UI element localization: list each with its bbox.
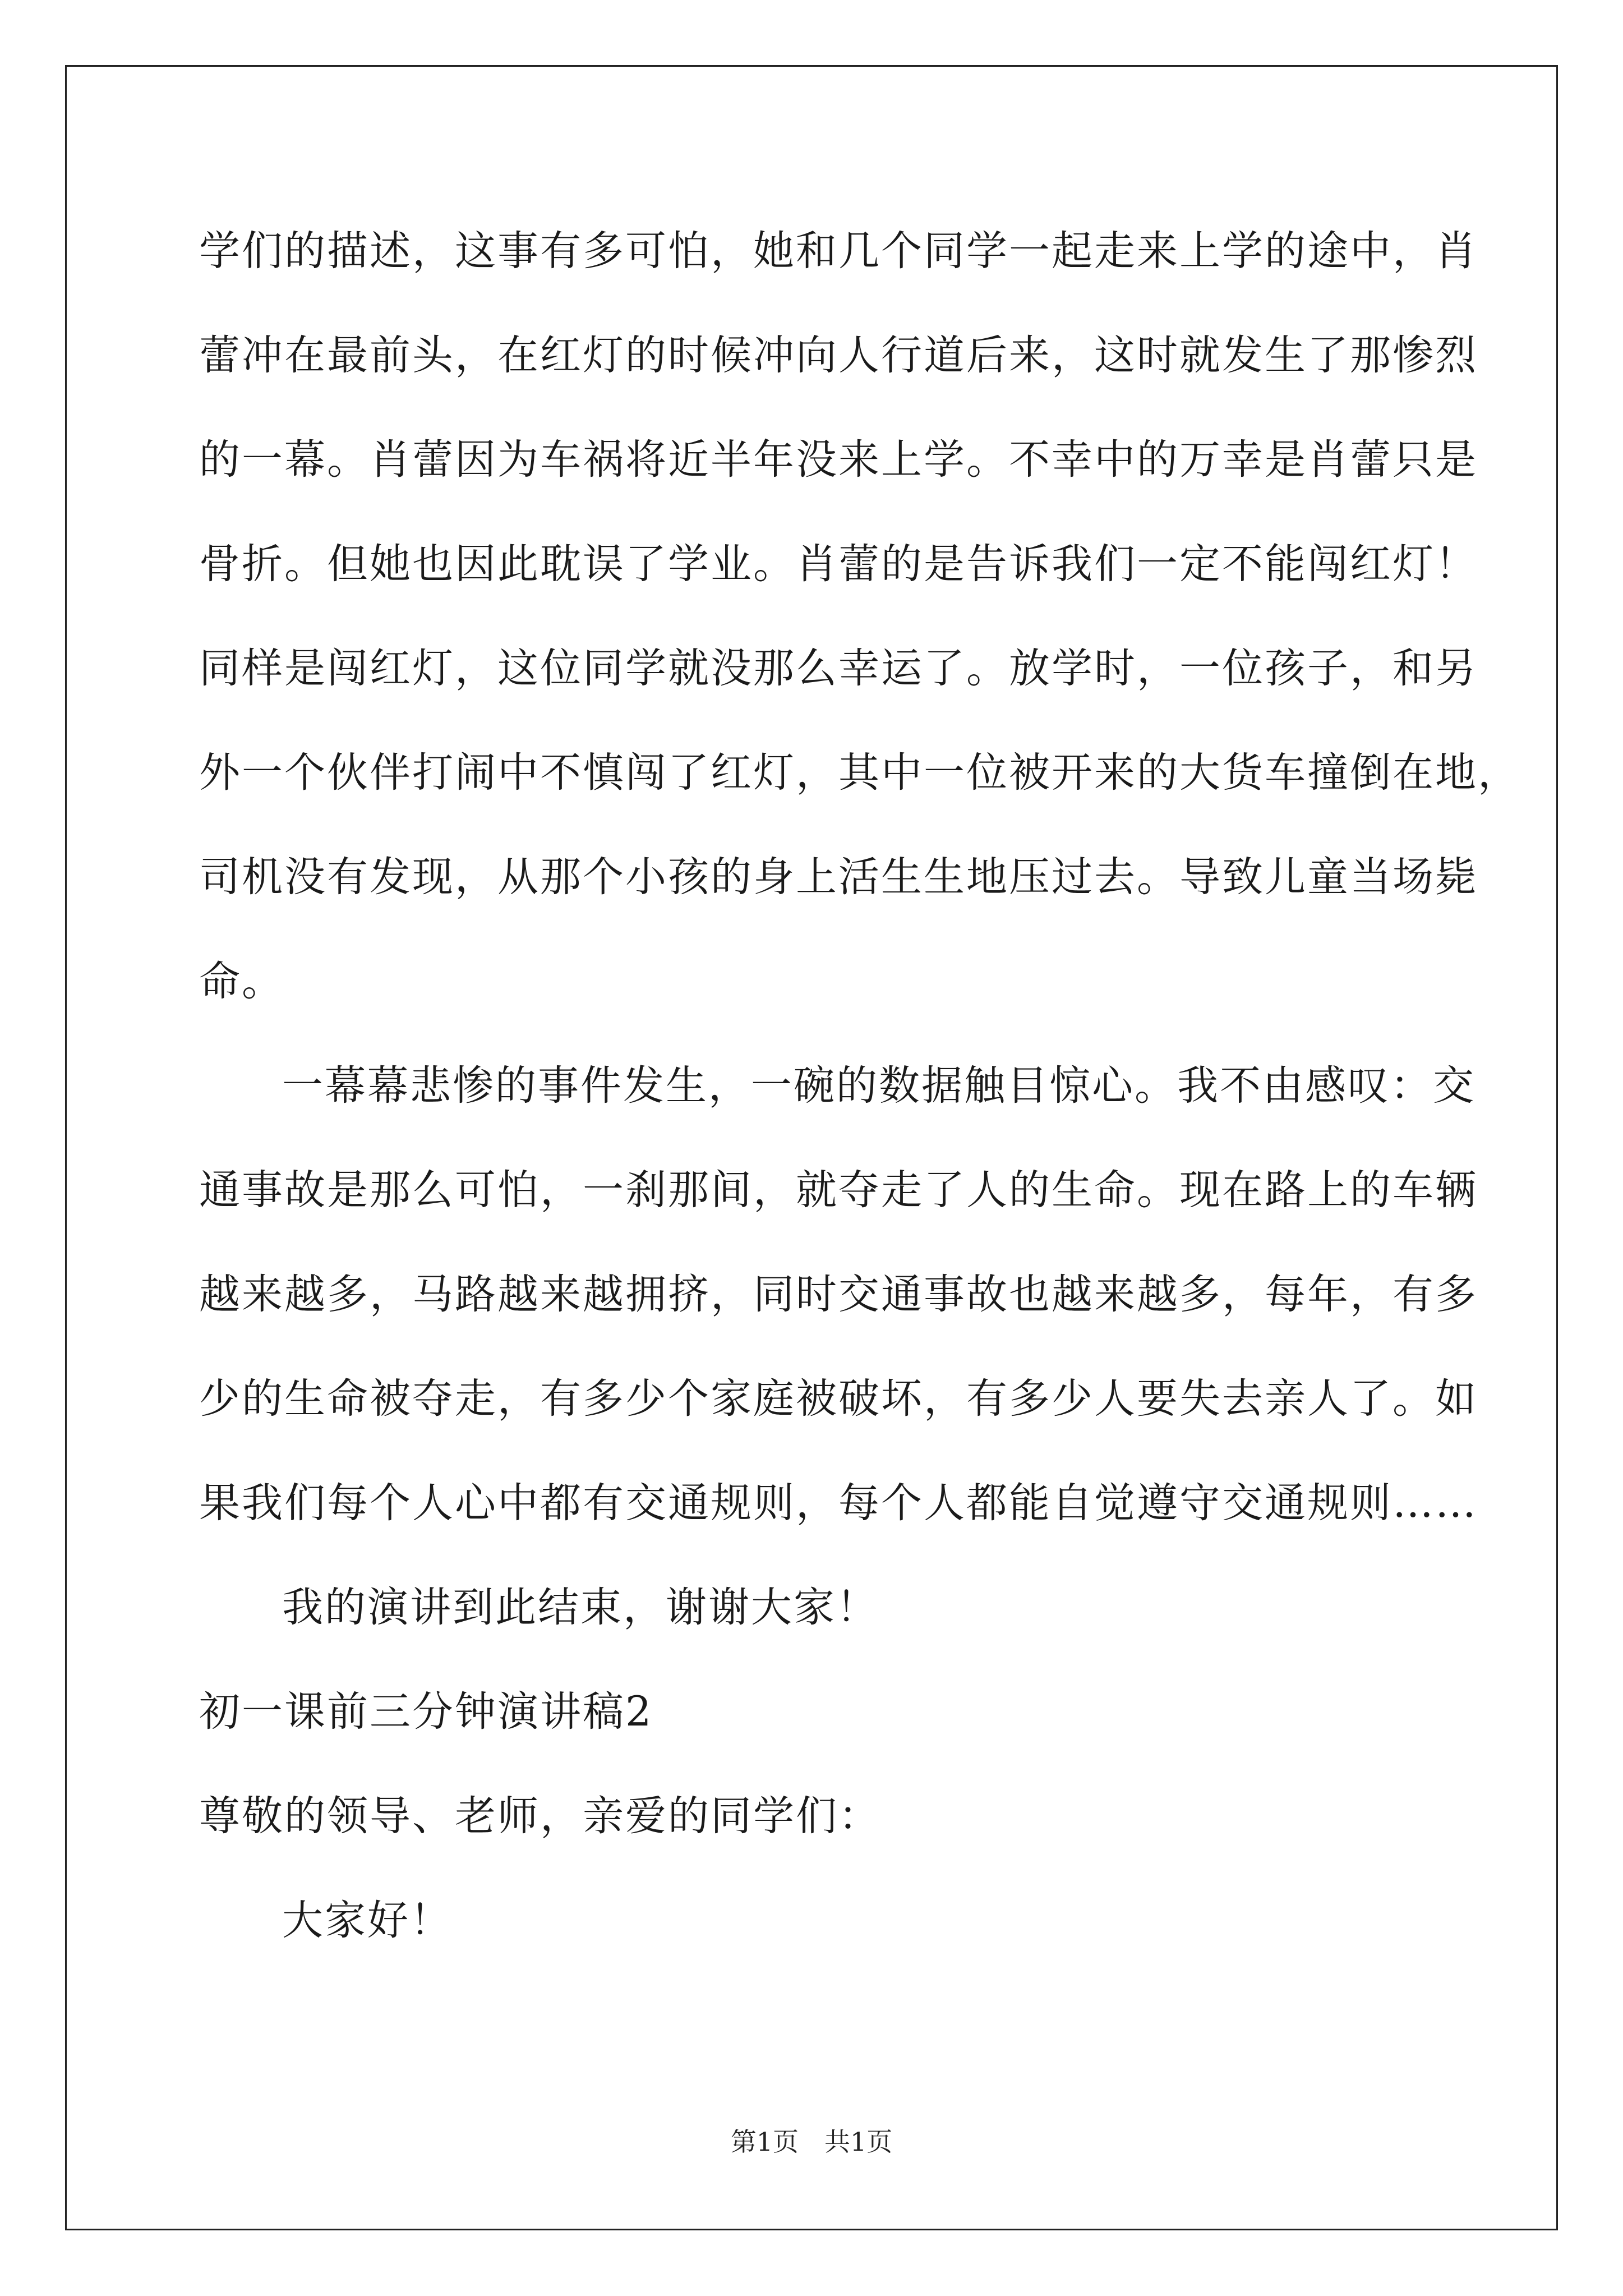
- text-line-7: 司机没有发现，从那个小孩的身上活生生地压过去。导致儿童当场毙: [199, 853, 1478, 901]
- greeting: 大家好！: [282, 1897, 453, 1944]
- text-line-3: 的一幕。肖蕾因为车祸将近半年没来上学。不幸中的万幸是肖蕾只是: [199, 436, 1478, 484]
- text-line-1: 学们的描述，这事有多可怕，她和几个同学一起走来上学的途中，肖: [199, 227, 1478, 275]
- salutation: 尊敬的领导、老师，亲爱的同学们：: [199, 1792, 881, 1840]
- text-line-13: 果我们每个人心中都有交通规则，每个人都能自觉遵守交通规则……: [199, 1479, 1478, 1527]
- text-line-11: 越来越多，马路越来越拥挤，同时交通事故也越来越多，每年，有多: [199, 1271, 1478, 1318]
- closing-line: 我的演讲到此结束，谢谢大家！: [282, 1584, 879, 1631]
- text-line-8: 命。: [199, 958, 284, 1005]
- document-body: [199, 199, 1520, 1973]
- text-line-4: 骨折。但她也因此耽误了学业。肖蕾的是告诉我们一定不能闯红灯！: [199, 540, 1478, 588]
- text-line-2: 蕾冲在最前头，在红灯的时候冲向人行道后来，这时就发生了那惨烈: [199, 332, 1478, 379]
- page-number: 第1页: [730, 2127, 799, 2157]
- text-line-5: 同样是闯红灯，这位同学就没那么幸运了。放学时，一位孩子，和另: [199, 645, 1478, 692]
- text-line-9: 一幕幕悲惨的事件发生，一碗的数据触目惊心。我不由感叹：交: [282, 1062, 1476, 1110]
- text-line-10: 通事故是那么可怕，一刹那间，就夺走了人的生命。现在路上的车辆: [199, 1166, 1478, 1214]
- page-footer: [0, 2125, 1623, 2159]
- speech-title: 初一课前三分钟演讲稿2: [199, 1688, 653, 1736]
- text-line-12: 少的生命被夺走，有多少个家庭被破坏，有多少人要失去亲人了。如: [199, 1375, 1478, 1423]
- text-line-6: 外一个伙伴打闹中不慎闯了红灯，其中一位被开来的大货车撞倒在地，: [199, 749, 1520, 797]
- page-total: 共1页: [824, 2127, 893, 2157]
